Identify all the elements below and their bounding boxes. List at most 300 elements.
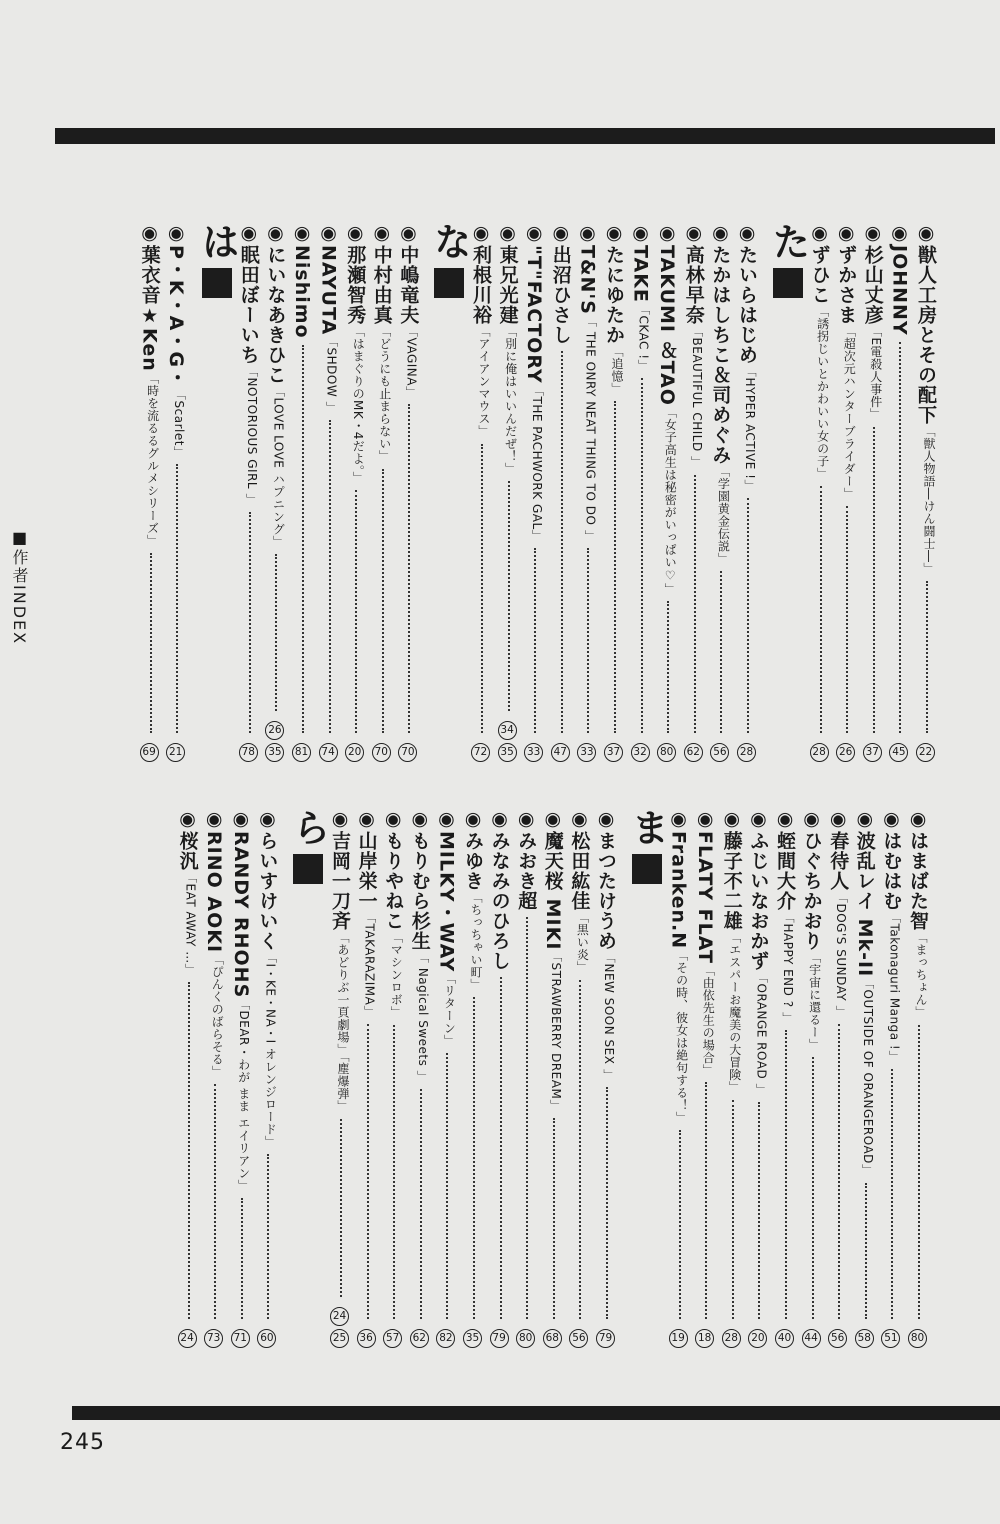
leader-dots (748, 1102, 760, 1319)
author-name: ◉那瀬智秀 (344, 222, 367, 325)
index-entry (737, 222, 756, 762)
work-title: 「エスパーお魔美の大冒険」 (727, 931, 742, 1094)
author-name: ◉山岸栄一 (355, 808, 378, 911)
page-ref (908, 1329, 927, 1348)
index-entry (855, 808, 874, 1348)
leader-dots (916, 581, 928, 733)
index-entry (568, 808, 591, 1348)
leader-dots (516, 917, 528, 1319)
page-ref (345, 743, 364, 762)
page-number-circle: 21 (166, 743, 185, 762)
work-title: 「DOG'S SUNDAY 」 (834, 891, 849, 1019)
leader-dots (345, 490, 357, 733)
leader-dots (490, 977, 502, 1319)
author-name: ◉ふじいなおかず (747, 808, 770, 971)
index-entry (463, 808, 482, 1348)
page-number-circle: 51 (881, 1329, 900, 1348)
work-title: 「BEAUTIFUL CHILD 」 (689, 325, 704, 469)
section-header (766, 222, 810, 298)
author-name: ◉らいすけいく (256, 808, 279, 951)
top-rule (55, 128, 995, 144)
work-title: 「その時、彼女は絶句する！」 (674, 949, 689, 1125)
page-ref (881, 1329, 900, 1348)
page-number-circle: 20 (345, 743, 364, 762)
author-name: ◉出沼ひさし (549, 222, 572, 345)
index-entry (722, 808, 741, 1348)
page-number-circle: 33 (577, 743, 596, 762)
page-number-circle: 24 (330, 1307, 349, 1326)
page-ref (231, 1329, 250, 1348)
leader-dots (631, 378, 643, 733)
page-number-circle: 80 (908, 1329, 927, 1348)
leader-dots (657, 601, 669, 733)
page-ref (737, 743, 756, 762)
work-title: 「リターン」 (442, 972, 457, 1048)
page-ref (669, 1329, 688, 1348)
page-ref (657, 743, 676, 762)
page-ref (490, 1329, 509, 1348)
page-number-circle: 71 (231, 1329, 250, 1348)
author-name: ◉にいなあきひこ (264, 222, 287, 385)
work-title: 「Takonaguri Manga !」 (887, 911, 902, 1063)
page-ref (828, 1329, 847, 1348)
index-entry (231, 808, 250, 1348)
work-title: 「SHDOW 」 (324, 335, 339, 415)
index-entry (178, 808, 197, 1348)
work-title: 「DEAR・わが まま エイリアン」 (236, 998, 251, 1193)
index-entry (523, 222, 546, 762)
page-number-circle: 70 (372, 743, 391, 762)
index-entry (656, 222, 679, 762)
section-header (195, 222, 240, 298)
leader-dots (810, 486, 822, 733)
page-number-circle: 33 (524, 743, 543, 762)
leader-dots (881, 1069, 893, 1319)
leader-dots (722, 1100, 734, 1320)
page-ref (577, 743, 596, 762)
page-number-circle: 58 (855, 1329, 874, 1348)
leader-dots (140, 553, 152, 733)
page-number-circle: 70 (398, 743, 417, 762)
leader-dots (383, 1025, 395, 1320)
leader-dots (710, 571, 722, 733)
index-entry (372, 222, 391, 762)
page-number-circle: 36 (357, 1329, 376, 1348)
work-title: 「ちっちゃい町」 (469, 891, 483, 991)
leader-dots (292, 345, 304, 733)
page-ref (722, 1329, 741, 1348)
index-entry (203, 808, 226, 1348)
work-title: 「 THE ONRY NEAT THING TO DO 」 (583, 314, 598, 543)
author-name: ◉みおき超 (515, 808, 538, 911)
work-title: 「HAPPY END ? 」 (781, 911, 795, 1025)
author-name: ◉たいらはじめ (736, 222, 758, 365)
work-title: 「どうにも止まらない」 (377, 325, 392, 463)
author-name: ◉藤子不二雄 (720, 808, 743, 931)
work-title: 「VAGINA」 (404, 325, 419, 399)
page-number-circle: 28 (810, 743, 829, 762)
index-entry (888, 222, 911, 762)
page-ref (204, 1329, 223, 1348)
leader-dots (231, 1198, 243, 1319)
index-entry (256, 808, 279, 1348)
index-entry (498, 222, 517, 762)
author-name: ◉吉岡一刀斉 (329, 808, 351, 931)
page-number-circle: 69 (140, 743, 159, 762)
page-number-circle: 32 (631, 743, 650, 762)
author-name: ◉桜汎 (176, 808, 199, 871)
author-name: ◉眠田ぼーいち (237, 222, 260, 365)
leader-dots (524, 548, 536, 733)
page-number-circle: 26 (265, 721, 284, 740)
page-number-circle: 19 (669, 1329, 688, 1348)
index-entry (880, 808, 903, 1348)
page-ref (257, 1329, 276, 1348)
page-ref (436, 1329, 455, 1348)
index-entry (810, 222, 829, 762)
work-title: 「EAT AWAY …」 (183, 871, 198, 977)
page-ref (810, 743, 829, 762)
work-title: 「I・KE・NA・I オレンジロード」 (263, 951, 278, 1149)
index-entry (410, 808, 429, 1348)
author-name: ◉TAKE (629, 222, 652, 303)
index-entry (596, 808, 615, 1348)
author-name: ◉RANDY RHOHS (229, 808, 252, 999)
page-ref (748, 1329, 767, 1348)
author-name: ◉蛭間大介 (774, 808, 796, 911)
index-entry (435, 808, 458, 1348)
leader-dots (357, 1024, 369, 1319)
page-ref (330, 1307, 349, 1348)
index-entry (827, 808, 850, 1348)
page-number-circle: 18 (695, 1329, 714, 1348)
work-title: 「別に俺はいいんだぜ！」 (503, 325, 518, 475)
page-number-circle: 37 (604, 743, 623, 762)
index-entry (551, 222, 570, 762)
section-square-icon (293, 854, 323, 884)
author-name: ◉もりやねこ (382, 808, 405, 931)
page-number-circle: 80 (657, 743, 676, 762)
work-title: 「時を流るるグルメシリーズ」 (145, 371, 160, 547)
index-entry (775, 808, 794, 1348)
page-ref (166, 743, 185, 762)
leader-dots (604, 401, 616, 733)
work-title: 「誘拐じいとかわいい女の子」 (815, 305, 830, 480)
work-title: 「あどりぶ一頁劇場」「塵爆弾」 (336, 931, 350, 1113)
index-entry (471, 222, 490, 762)
page-number-circle: 35 (265, 743, 284, 762)
leader-dots (166, 464, 178, 733)
index-entry (292, 222, 311, 762)
bottom-rule (72, 1406, 1000, 1420)
index-entry (576, 222, 599, 762)
page-ref (265, 721, 284, 762)
work-title: 「ORANGE ROAD 」 (754, 971, 769, 1097)
page-ref (569, 1329, 588, 1348)
leader-dots (178, 982, 190, 1319)
page-ref (410, 1329, 429, 1348)
leader-dots (802, 1057, 814, 1319)
page-number-circle: 82 (436, 1329, 455, 1348)
index-entry (835, 222, 858, 762)
page-number-circle: 28 (737, 743, 756, 762)
page-ref (178, 1329, 197, 1348)
author-name: ◉獣人工房とその配下 (915, 222, 937, 425)
work-title: 「宇宙に還るー」 (807, 951, 822, 1051)
leader-dots (410, 1089, 422, 1319)
author-name: ◉たにゆたか (603, 222, 625, 345)
page-number-circle: 80 (516, 1329, 535, 1348)
page-number-circle: 20 (748, 1329, 767, 1348)
page-number-circle: 44 (802, 1329, 821, 1348)
work-title: 「E電殺人事件」 (868, 325, 883, 421)
page-ref (471, 743, 490, 762)
work-title: 「黒い炎」 (575, 911, 590, 974)
author-name: ◉FLATY FLAT (694, 808, 717, 964)
page-number-circle: 35 (463, 1329, 482, 1348)
page-ref (684, 743, 703, 762)
author-name: ◉魔天桜 MIKI (541, 808, 564, 951)
section-square-icon (202, 268, 232, 298)
page-number-circle: 35 (498, 743, 517, 762)
work-title: 「NEW SOON SEX 」 (602, 951, 616, 1082)
work-title: 「アイアンマウス」 (477, 325, 491, 438)
index-entry (694, 808, 717, 1348)
author-name: ◉春待人 (827, 808, 850, 891)
page-ref (524, 743, 543, 762)
page-number-circle: 37 (863, 743, 882, 762)
leader-dots (684, 475, 696, 733)
work-title: 「Scarlet」 (172, 387, 187, 459)
work-title: 「STRAWBERRY DREAM」 (548, 950, 563, 1113)
author-name: ◉中村由真 (370, 222, 393, 325)
author-name: ◉中嶋竜夫 (397, 222, 420, 325)
author-name: ◉"T"FACTORY (523, 222, 546, 384)
page-number-circle: 56 (710, 743, 729, 762)
page-ref (516, 1329, 535, 1348)
author-name: ◉JOHNNY (888, 222, 911, 336)
page-number-circle: 79 (596, 1329, 615, 1348)
page-number: 245 (60, 1430, 105, 1455)
author-name: ◉NAYUTA (317, 222, 340, 336)
leader-dots (330, 1119, 342, 1298)
leader-dots (863, 427, 875, 733)
author-name: ◉Franken.N (667, 808, 690, 950)
page-number-circle: 79 (490, 1329, 509, 1348)
leader-dots (257, 1154, 269, 1319)
author-name: ◉もりむら杉生 (408, 808, 431, 951)
page-number-circle: 78 (239, 743, 258, 762)
author-name: ◉高林早奈 (682, 222, 705, 325)
page-ref (836, 743, 855, 762)
leader-dots (908, 1025, 920, 1320)
work-title: 「超次元ハンターブライダー」 (842, 325, 857, 500)
author-name: ◉ずかさま (835, 222, 858, 325)
index-entry (264, 222, 287, 762)
section-header (427, 222, 472, 298)
leader-dots (543, 1118, 555, 1319)
section-kana: ら (286, 808, 331, 846)
author-name: ◉ずひこ (808, 222, 831, 305)
page-ref (498, 721, 517, 762)
author-name: ◉はまばた智 (907, 808, 929, 931)
page-ref (551, 743, 570, 762)
author-name: ◉利根川裕 (470, 222, 492, 325)
index-entry (543, 808, 562, 1348)
section-square-icon (434, 268, 464, 298)
author-name: ◉はむはむ (880, 808, 903, 911)
page-number-circle: 47 (551, 743, 570, 762)
index-entry (863, 222, 882, 762)
page-ref (292, 743, 311, 762)
index-entry (490, 808, 509, 1348)
section-kana: ま (625, 808, 669, 846)
page-number-circle: 24 (178, 1329, 197, 1348)
leader-dots (436, 1053, 448, 1319)
author-name: ◉波乱レイ Mk-II (853, 808, 876, 978)
leader-dots (577, 548, 589, 733)
author-name: ◉P・K・A・G・ (165, 222, 188, 388)
page-number-circle: 26 (836, 743, 855, 762)
author-name: ◉Nishimo (291, 222, 313, 339)
author-name: ◉T&N'S (576, 222, 599, 315)
index-entry (631, 222, 650, 762)
page-number-circle: 68 (543, 1329, 562, 1348)
page-number-circle: 62 (410, 1329, 429, 1348)
index-entry (357, 808, 376, 1348)
index-entry (239, 222, 258, 762)
work-title: 「NOTORIOUS GIRL 」 (244, 365, 259, 506)
page-ref (140, 743, 159, 762)
work-title: 「OUTSIDE OF ORANGEROAD」 (860, 977, 875, 1177)
page-ref (775, 1329, 794, 1348)
section-header (286, 808, 331, 884)
author-name: ◉東兄光建 (496, 222, 519, 325)
page-number-circle: 22 (916, 743, 935, 762)
page-number-circle: 40 (775, 1329, 794, 1348)
author-name: ◉RINO AOKI (203, 808, 226, 954)
page-ref (372, 743, 391, 762)
section-square-icon (773, 268, 803, 298)
section-header (625, 808, 669, 884)
index-entry (515, 808, 538, 1348)
leader-dots (551, 351, 563, 733)
page-number-circle: 62 (684, 743, 703, 762)
leader-dots (204, 1084, 216, 1319)
page-ref (916, 743, 935, 762)
section-kana: な (427, 222, 472, 260)
author-name: ◉松田紘佳 (568, 808, 591, 911)
page-number-circle: 25 (330, 1329, 349, 1348)
index-entry (802, 808, 821, 1348)
page-number-circle: 73 (204, 1329, 223, 1348)
leader-dots (569, 980, 581, 1320)
leader-dots (398, 404, 410, 733)
author-name: ◉MILKY・WAY (435, 808, 458, 973)
leader-dots (471, 444, 483, 734)
page-number-circle: 72 (471, 743, 490, 762)
index-entry (344, 222, 367, 762)
page-ref (631, 743, 650, 762)
index-entry (684, 222, 703, 762)
work-title: 「TAKARAZIMA」 (362, 911, 377, 1018)
leader-dots (695, 1082, 707, 1319)
page-number-circle: 56 (569, 1329, 588, 1348)
page-number-circle: 81 (292, 743, 311, 762)
page-number-circle: 28 (722, 1329, 741, 1348)
work-title: 「まっちょん」 (914, 931, 928, 1019)
work-title: 「THE PACHWORK GAL」 (530, 383, 545, 542)
index-entry (319, 222, 338, 762)
work-title: 「女子高生は秘密がいっぱい♡」 (663, 405, 678, 596)
section-kana: た (766, 222, 810, 260)
author-name: ◉みゆき (462, 808, 484, 891)
leader-dots (836, 506, 848, 733)
author-name: ◉葉衣音★Ken (138, 222, 161, 372)
page-number-circle: 60 (257, 1329, 276, 1348)
leader-dots (775, 1030, 787, 1319)
page-number-circle: 34 (498, 721, 517, 740)
leader-dots (265, 554, 277, 711)
page-ref (596, 1329, 615, 1348)
author-name: ◉まつたけうめ (595, 808, 617, 951)
leader-dots (463, 997, 475, 1319)
page-ref (398, 743, 417, 762)
leader-dots (889, 342, 901, 733)
work-title: 「LOVE LOVE ハプニング」 (271, 385, 286, 548)
index-entry (604, 222, 623, 762)
leader-dots (319, 420, 331, 733)
page-ref (357, 1329, 376, 1348)
index-entry (747, 808, 770, 1348)
author-name: ◉TAKUMI ＆TAO (656, 222, 679, 406)
page-ref (695, 1329, 714, 1348)
leader-dots (737, 498, 749, 733)
work-title: 「 Nagical Sweets 」 (415, 951, 430, 1084)
leader-dots (239, 512, 251, 733)
work-title: 「追憶」 (610, 345, 624, 395)
page-number-circle: 74 (319, 743, 338, 762)
leader-dots (498, 481, 510, 711)
page-ref (802, 1329, 821, 1348)
index-entry (397, 222, 420, 762)
author-name: ◉たかはしちこ＆司めぐみ (709, 222, 732, 465)
work-title: 「由依先生の場合」 (701, 963, 716, 1077)
page-ref (855, 1329, 874, 1348)
page-ref (543, 1329, 562, 1348)
index-entry (709, 222, 732, 762)
page-ref (604, 743, 623, 762)
index-entry (330, 808, 349, 1348)
page-number-circle: 56 (828, 1329, 847, 1348)
leader-dots (372, 469, 384, 734)
index-entry (916, 222, 935, 762)
author-name: ◉ひぐちかおり (800, 808, 823, 951)
work-title: 「HYPER ACTIVE !」 (743, 365, 757, 492)
index-entry (908, 808, 927, 1348)
index-entry (669, 808, 688, 1348)
work-title: 「CKAC !」 (636, 302, 651, 372)
work-title: 「獣人物語―けん闘士―」 (922, 425, 936, 575)
author-name: ◉みなみのひろし (488, 808, 511, 971)
page-number-circle: 57 (383, 1329, 402, 1348)
leader-dots (596, 1087, 608, 1319)
work-title: 「はまぐりのMK・4だよ。」 (351, 325, 366, 484)
section-square-icon (632, 854, 662, 884)
page-number-circle: 45 (889, 743, 908, 762)
work-title: 「ぴんくのばらそる」 (210, 953, 225, 1079)
leader-dots (669, 1130, 681, 1319)
